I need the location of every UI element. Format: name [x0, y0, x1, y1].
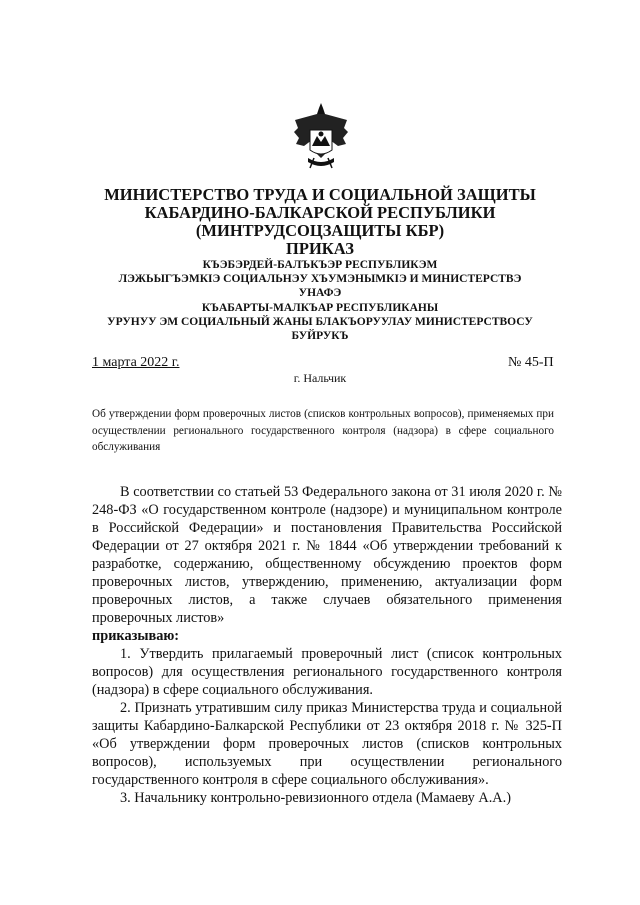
document-body [92, 483, 562, 807]
order-item-2: 2. Признать утратившим силу приказ Министерства труда и социальной защиты Кабардино-Балкарской Республики от 23 октября 2018 г. № 325-П «Об утверждении форм проверочных листов (списков контрольных вопросов), используемых при осуществлении регионального государственного контроля в сфере социального обслуживания». [92, 700, 562, 788]
ministry-name-line-2: КАБАРДИНО-БАЛКАРСКОЙ РЕСПУБЛИКИ [144, 203, 496, 222]
order-item-1: 1. Утвердить прилагаемый проверочный лист (список контрольных вопросов) для осуществления регионального государственного контроля (надзора) в сфере социального обслуживания. [92, 646, 562, 698]
preamble-paragraph: В соответствии со статьей 53 Федерального закона от 31 июля 2020 г. № 248-ФЗ «О государственном контроле (надзоре) и муниципальном контроле в Российской Федерации» и постановления Правительства Российской Федерации от 27 октября 2021 г. № 1844 «Об утверждении требований к разработке, содержанию, общественному обсуждению проектов форм проверочных листов, утверждению, применению, актуализации форм проверочных листов, а также случаев обязательного применения проверочных листов» [92, 484, 562, 626]
document-type: ПРИКАЗ [286, 239, 354, 258]
order-item-3: 3. Начальнику контрольно-ревизионного отдела (Мамаеву А.А.) [120, 790, 511, 806]
balkar-header-line-2: УРУНУУ ЭМ СОЦИАЛЬНЫЙ ЖАНЫ БЛАКЪОРУУЛАУ МИНИСТЕРСТВОСУ [107, 316, 533, 328]
document-city: г. Нальчик [293, 371, 347, 385]
document-date: 1 марта 2022 г. [92, 355, 180, 370]
ministry-name-line-1: МИНИСТЕРСТВО ТРУДА И СОЦИАЛЬНОЙ ЗАЩИТЫ [104, 185, 536, 204]
document-subject: Об утверждении форм проверочных листов (списков контрольных вопросов), применяемых при осуществлении регионального государственного контроля (надзора) в сфере социального обслуживания [92, 408, 554, 453]
kabardian-header-line-3: УНАФЭ [298, 287, 342, 299]
balkar-header-line-3: БУЙРУКЪ [291, 330, 349, 342]
ministry-abbreviation: (МИНТРУДСОЦЗАЩИТЫ КБР) [195, 221, 445, 240]
balkar-header-line-1: КЪАБАРТЫ-МАЛКЪАР РЕСПУБЛИКАНЫ [201, 302, 439, 314]
kabardian-header-line-2: ЛЭЖЬЫГЪЭМКIЭ СОЦИАЛЬНЭУ ХЪУМЭНЫМКIЭ И МИНИСТЕРСТВЭ [118, 273, 522, 285]
kabardian-header-line-1: КЪЭБЭРДЕЙ-БАЛЪКЪЭР РЕСПУБЛИКЭМ [202, 259, 438, 271]
coat-of-arms-emblem [290, 100, 352, 172]
order-word-text: приказываю: [92, 628, 180, 644]
document-number: № 45-П [508, 355, 554, 370]
order-word [92, 627, 562, 645]
